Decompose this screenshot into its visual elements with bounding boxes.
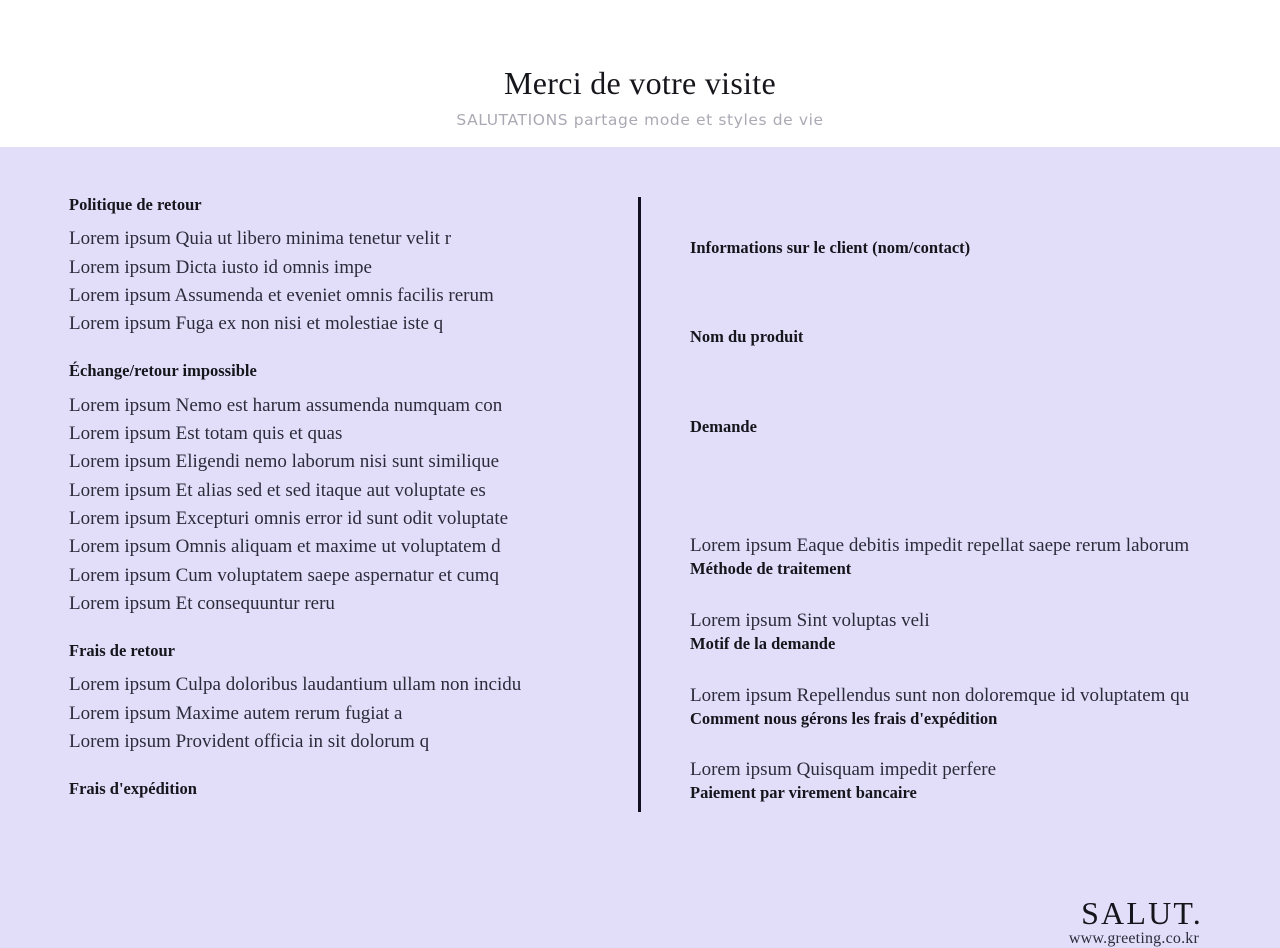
left-section bbox=[69, 194, 614, 338]
section-heading: Frais de retour bbox=[69, 641, 176, 661]
right-heading: Nom du produit bbox=[690, 327, 804, 347]
right-field-block bbox=[690, 757, 1235, 804]
section-heading: Frais d'expédition bbox=[69, 779, 197, 799]
right-field-block bbox=[690, 608, 1235, 655]
right-field-value: Lorem ipsum Sint voluptas veli bbox=[690, 609, 930, 631]
section-line: Lorem ipsum Omnis aliquam et maxime ut voluptatem d bbox=[69, 536, 501, 558]
right-field-label: Comment nous gérons les frais d'expédition bbox=[690, 708, 998, 728]
header-band bbox=[0, 0, 1280, 147]
section-heading: Échange/retour impossible bbox=[69, 361, 257, 381]
right-field-value: Lorem ipsum Eaque debitis impedit repellat saepe rerum laborum bbox=[690, 535, 1190, 557]
section-line: Lorem ipsum Maxime autem rerum fugiat a bbox=[69, 702, 403, 724]
field-placeholder-space bbox=[690, 258, 1235, 326]
section-line: Lorem ipsum Assumenda et eveniet omnis facilis rerum bbox=[69, 284, 494, 306]
section-heading: Politique de retour bbox=[69, 195, 202, 214]
section-line: Lorem ipsum Excepturi omnis error id sunt odit voluptate bbox=[69, 507, 509, 529]
section-line: Lorem ipsum Dicta iusto id omnis impe bbox=[69, 256, 372, 278]
right-field-label: Motif de la demande bbox=[690, 633, 836, 653]
section-line: Lorem ipsum Culpa doloribus laudantium ullam non incidu bbox=[69, 674, 522, 696]
section-line: Lorem ipsum Quia ut libero minima tenetur velit r bbox=[69, 228, 452, 250]
brand-url: www.greeting.co.kr bbox=[1068, 929, 1199, 947]
page-title: Merci de votre visite bbox=[504, 65, 776, 101]
right-heading: Demande bbox=[690, 416, 757, 436]
left-section bbox=[69, 360, 614, 618]
field-placeholder-space bbox=[690, 348, 1235, 416]
section-line: Lorem ipsum Cum voluptatem saepe aspernatur et cumq bbox=[69, 564, 500, 586]
section-line: Lorem ipsum Et consequuntur reru bbox=[69, 592, 335, 614]
section-line: Lorem ipsum Et alias sed et sed itaque aut voluptate es bbox=[69, 479, 486, 501]
right-field-value: Lorem ipsum Repellendus sunt non doloremque id voluptatem qu bbox=[690, 684, 1190, 706]
left-section bbox=[69, 640, 614, 756]
section-line: Lorem ipsum Eligendi nemo laborum nisi sunt similique bbox=[69, 451, 500, 473]
right-field-block bbox=[690, 683, 1235, 730]
right-field-value: Lorem ipsum Quisquam impedit perfere bbox=[690, 759, 997, 781]
right-column bbox=[690, 237, 1235, 804]
right-heading: Informations sur le client (nom/contact) bbox=[690, 238, 971, 257]
left-section bbox=[69, 778, 614, 800]
brand-name: SALUT. bbox=[1081, 895, 1203, 931]
section-line: Lorem ipsum Est totam quis et quas bbox=[69, 423, 343, 445]
section-line: Lorem ipsum Fuga ex non nisi et molestiae iste q bbox=[69, 313, 444, 335]
content-area bbox=[0, 147, 1280, 947]
page-subtitle: SALUTATIONS partage mode et styles de vie bbox=[456, 111, 824, 129]
column-divider bbox=[638, 197, 641, 812]
left-column bbox=[69, 194, 614, 810]
section-line: Lorem ipsum Provident officia in sit dolorum q bbox=[69, 730, 430, 752]
section-line: Lorem ipsum Nemo est harum assumenda numquam con bbox=[69, 394, 503, 416]
field-placeholder-space bbox=[690, 437, 1235, 505]
right-field-label: Paiement par virement bancaire bbox=[690, 783, 917, 803]
right-field-block bbox=[690, 533, 1235, 580]
right-field-label: Méthode de traitement bbox=[690, 559, 852, 579]
brand-footer bbox=[1069, 897, 1203, 948]
